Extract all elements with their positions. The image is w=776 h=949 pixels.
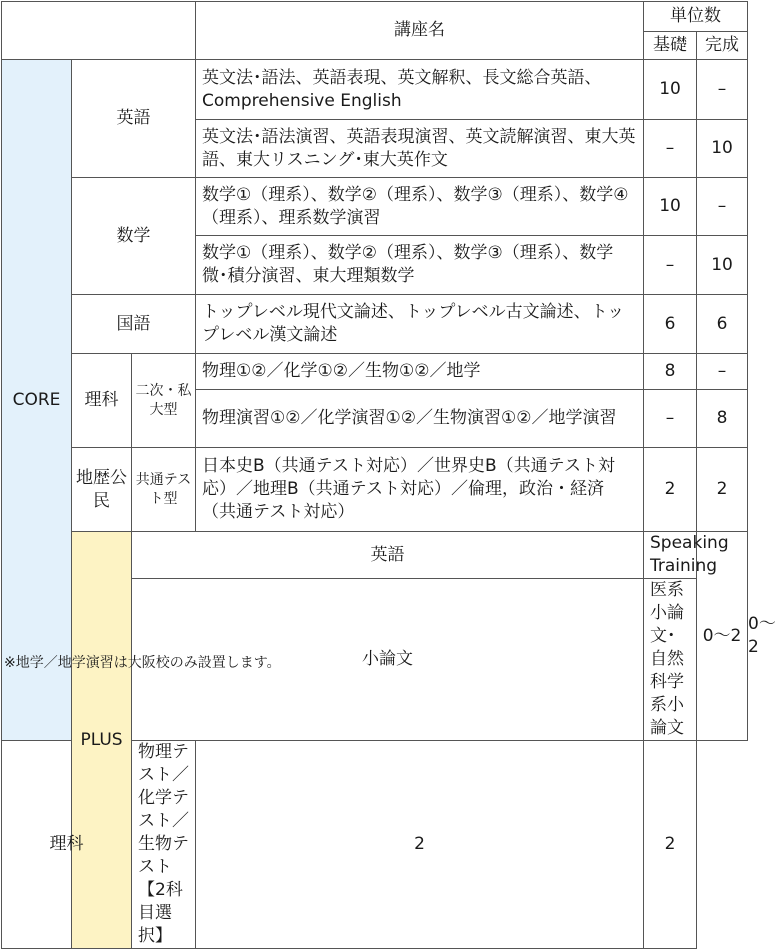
basic-units: – xyxy=(644,120,697,178)
header-course-name: 講座名 xyxy=(196,2,644,60)
basic-units: – xyxy=(644,390,697,448)
complete-units: – xyxy=(697,60,748,120)
complete-units: 2 xyxy=(644,741,697,949)
header-corner xyxy=(2,2,196,60)
science-exam-type: 二次・私大型 xyxy=(132,354,196,448)
course-desc: 物理演習①②／化学演習①②／生物演習①②／地学演習 xyxy=(196,390,644,448)
complete-units: 6 xyxy=(697,295,748,354)
complete-units: 2 xyxy=(697,448,748,532)
complete-units: – xyxy=(697,178,748,236)
subject-japanese: 国語 xyxy=(72,295,196,354)
course-desc: 数学①（理系）、数学②（理系）、数学③（理系）、数学微･積分演習、東大理類数学 xyxy=(196,236,644,295)
table-row xyxy=(2,60,748,120)
table-row xyxy=(2,354,748,390)
table-row xyxy=(2,448,748,532)
core-label: CORE xyxy=(2,60,72,741)
plus-subject-english: 英語 xyxy=(132,532,644,579)
subject-science: 理科 xyxy=(72,354,132,448)
basic-units: – xyxy=(644,236,697,295)
subject-social: 地歴公民 xyxy=(72,448,132,532)
subject-math: 数学 xyxy=(72,178,196,295)
course-desc: 物理①②／化学①②／生物①②／地学 xyxy=(196,354,644,390)
course-desc: 英文法･語法演習、英語表現演習、英文読解演習、東大英語、東大リスニング･東大英作文 xyxy=(196,120,644,178)
complete-units: 10 xyxy=(697,236,748,295)
course-desc: 日本史B（共通テスト対応）／世界史B（共通テスト対応）／地理B（共通テスト対応）／倫理，政治・経済（共通テスト対応） xyxy=(196,448,644,532)
course-desc: 英文法･語法、英語表現、英文解釈、長文総合英語、Comprehensive English xyxy=(196,60,644,120)
basic-units: 10 xyxy=(644,60,697,120)
table-row xyxy=(2,295,748,354)
table-row: PLUS 英語 Speaking Training 0〜2 0〜2 xyxy=(2,532,748,579)
basic-units: 2 xyxy=(644,448,697,532)
table-row xyxy=(2,741,748,949)
plus-subject-science: 理科 xyxy=(2,741,132,949)
header-basic: 基礎 xyxy=(644,32,697,60)
header-complete: 完成 xyxy=(697,32,748,60)
basic-units: 10 xyxy=(644,178,697,236)
plus-subject-essay: 小論文 xyxy=(132,579,644,741)
course-desc: Speaking Training xyxy=(644,532,697,579)
complete-units: – xyxy=(697,354,748,390)
complete-units: 10 xyxy=(697,120,748,178)
social-exam-type: 共通テスト型 xyxy=(132,448,196,532)
basic-units: 6 xyxy=(644,295,697,354)
header-row-1 xyxy=(2,2,748,32)
complete-units: 8 xyxy=(697,390,748,448)
basic-units: 0〜2 xyxy=(697,532,748,741)
header-units: 単位数 xyxy=(644,2,748,32)
footnote: ※地学／地学演習は大阪校のみ設置します。 xyxy=(4,655,281,671)
table-row xyxy=(2,178,748,236)
course-table xyxy=(1,1,776,949)
course-desc: 数学①（理系）、数学②（理系）、数学③（理系）、数学④（理系）、理系数学演習 xyxy=(196,178,644,236)
basic-units: 8 xyxy=(644,354,697,390)
course-desc: トップレベル現代文論述、トップレベル古文論述、トップレベル漢文論述 xyxy=(196,295,644,354)
basic-units: 2 xyxy=(196,741,644,949)
subject-english: 英語 xyxy=(72,60,196,178)
course-desc: 医系小論文･自然科学系小論文 xyxy=(644,579,697,741)
course-desc: 物理テスト／化学テスト／生物テスト【2科目選択】 xyxy=(132,741,196,949)
plus-label: PLUS xyxy=(72,532,132,949)
